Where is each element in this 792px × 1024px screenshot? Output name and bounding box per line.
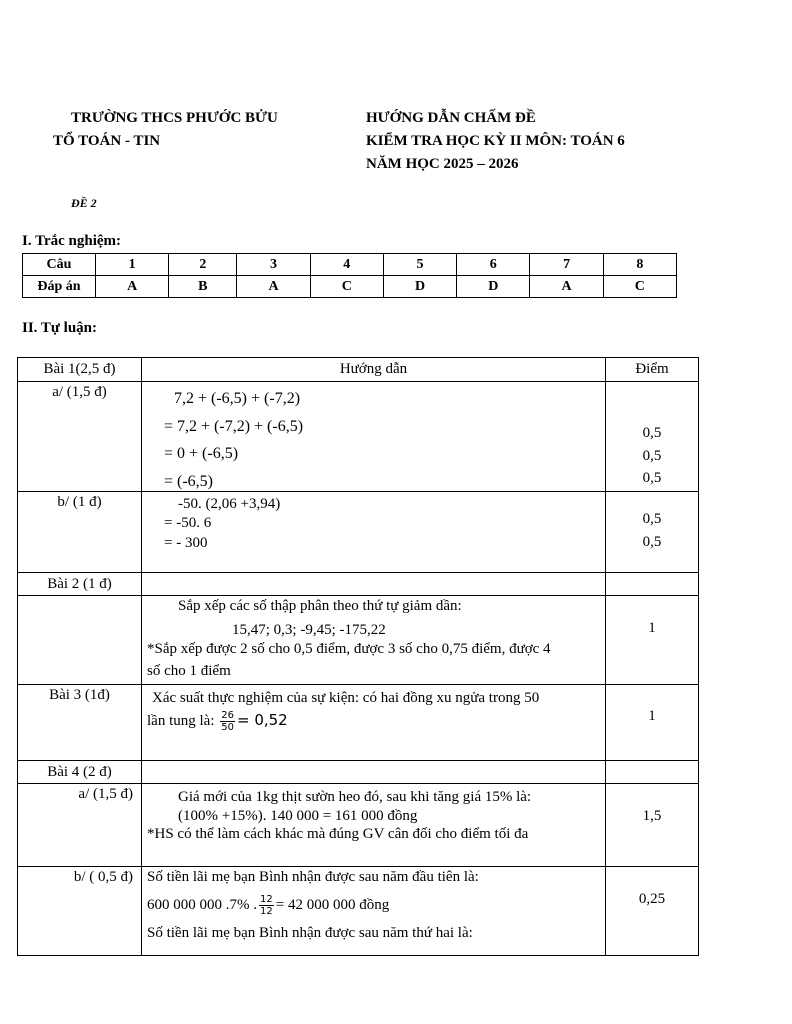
bai2-score bbox=[606, 596, 699, 685]
bai1-label: Bài 1(2,5 đ) bbox=[18, 358, 142, 382]
solution-line: = -50. 6 bbox=[164, 515, 212, 531]
bai4b-score bbox=[606, 867, 699, 956]
bai3-label: Bài 3 (1đ) bbox=[18, 685, 142, 761]
solution-line: Số tiền lãi mẹ bạn Bình nhận được sau năm đầu tiên là: bbox=[147, 869, 479, 885]
question-number: 8 bbox=[603, 254, 676, 276]
answer-key-table bbox=[22, 253, 677, 298]
bai4a-label: a/ (1,5 đ) bbox=[18, 784, 142, 867]
fraction-numerator: 26 bbox=[221, 710, 234, 721]
solution-line: *Sắp xếp được 2 số cho 0,5 điểm, được 3 số cho 0,75 điểm, được 4 bbox=[147, 641, 551, 657]
bai4b-guide bbox=[142, 867, 606, 956]
score-value: 1,5 bbox=[642, 808, 662, 824]
bai3-row bbox=[18, 685, 699, 761]
solution-line: = - 300 bbox=[164, 535, 208, 551]
bai3-score bbox=[606, 685, 699, 761]
text-span: 600 000 000 .7% . bbox=[147, 896, 257, 913]
solution-line: 15,47; 0,3; -9,45; -175,22 bbox=[232, 622, 386, 638]
exam-code: ĐỀ 2 bbox=[71, 196, 97, 210]
school-year: NĂM HỌC 2025 – 2026 bbox=[366, 156, 519, 172]
bai4-label: Bài 4 (2 đ) bbox=[18, 761, 142, 784]
bai2-label: Bài 2 (1 đ) bbox=[18, 573, 142, 596]
answer-cell: D bbox=[457, 276, 530, 298]
text-span: = 0,52 bbox=[236, 710, 288, 729]
bai1a-row bbox=[18, 382, 699, 492]
table-header-row bbox=[18, 358, 699, 382]
fraction-numerator: 12 bbox=[260, 894, 273, 905]
bai1b-row bbox=[18, 492, 699, 573]
row-label-question: Câu bbox=[23, 254, 96, 276]
bai4a-guide bbox=[142, 784, 606, 867]
bai2-row bbox=[18, 596, 699, 685]
row-label-answer: Đáp án bbox=[23, 276, 96, 298]
solution-line: Sắp xếp các số thập phân theo thứ tự giảm dần: bbox=[178, 598, 462, 614]
doc-title: HƯỚNG DẪN CHẤM ĐỀ bbox=[366, 110, 536, 126]
solution-line: = 0 + (-6,5) bbox=[164, 445, 239, 462]
guide-column-header: Hướng dẫn bbox=[142, 358, 606, 382]
solution-line: = 7,2 + (-7,2) + (-6,5) bbox=[164, 418, 304, 435]
text-span: = 42 000 000 đồng bbox=[275, 896, 390, 913]
bai1a-scores bbox=[606, 382, 699, 492]
question-number: 2 bbox=[169, 254, 237, 276]
bai4b-row bbox=[18, 867, 699, 956]
score-value: 0,5 bbox=[642, 470, 662, 486]
question-number: 7 bbox=[530, 254, 603, 276]
score-value: 1 bbox=[648, 708, 656, 724]
bai2-guide bbox=[142, 596, 606, 685]
solution-line: Giá mới của 1kg thịt sườn heo đó, sau khi tăng giá 15% là: bbox=[178, 789, 532, 805]
question-number: 5 bbox=[383, 254, 456, 276]
bai1b-label: b/ (1 đ) bbox=[18, 492, 142, 573]
fraction-denominator: 50 bbox=[221, 722, 234, 733]
solution-line: *HS có thể làm cách khác mà đúng GV cân đối cho điểm tối đa bbox=[147, 826, 529, 842]
score-value: 0,5 bbox=[642, 534, 662, 550]
fraction-denominator: 12 bbox=[260, 906, 273, 917]
department-name: TỔ TOÁN - TIN bbox=[53, 133, 161, 149]
part2-heading: II. Tự luận: bbox=[22, 320, 98, 336]
answer-cell: D bbox=[383, 276, 456, 298]
bai4-header-row bbox=[18, 761, 699, 784]
fraction bbox=[220, 710, 235, 733]
question-number: 1 bbox=[96, 254, 169, 276]
school-name: TRƯỜNG THCS PHƯỚC BỬU bbox=[71, 110, 278, 126]
solution-line: số cho 1 điểm bbox=[147, 663, 231, 679]
bai4b-label: b/ ( 0,5 đ) bbox=[18, 867, 142, 956]
solution-line: = (-6,5) bbox=[164, 473, 214, 490]
bai2-header-row bbox=[18, 573, 699, 596]
text-span: lần tung là: bbox=[147, 712, 219, 729]
score-column-header: Điểm bbox=[606, 358, 699, 382]
score-value: 0,25 bbox=[638, 891, 666, 907]
score-value: 0,5 bbox=[642, 425, 662, 441]
solution-line: 7,2 + (-6,5) + (-7,2) bbox=[174, 390, 301, 407]
answer-cell: A bbox=[237, 276, 310, 298]
part1-heading: I. Trắc nghiệm: bbox=[22, 233, 122, 249]
bai1b-scores bbox=[606, 492, 699, 573]
score-value: 0,5 bbox=[642, 448, 662, 464]
answer-cell: C bbox=[603, 276, 676, 298]
solution-line: -50. (2,06 +3,94) bbox=[178, 496, 281, 512]
solution-line bbox=[147, 894, 389, 917]
question-row bbox=[23, 254, 677, 276]
solution-line bbox=[147, 710, 288, 733]
bai4a-row bbox=[18, 784, 699, 867]
bai1a-guide bbox=[142, 382, 606, 492]
score-value: 1 bbox=[648, 620, 656, 636]
answer-cell: C bbox=[310, 276, 383, 298]
answer-cell: A bbox=[96, 276, 169, 298]
solution-line: Xác suất thực nghiệm của sự kiện: có hai đồng xu ngửa trong 50 bbox=[152, 690, 540, 706]
bai3-guide bbox=[142, 685, 606, 761]
score-value: 0,5 bbox=[642, 511, 662, 527]
question-number: 4 bbox=[310, 254, 383, 276]
bai1a-label: a/ (1,5 đ) bbox=[18, 382, 142, 492]
bai1b-guide bbox=[142, 492, 606, 573]
question-number: 6 bbox=[457, 254, 530, 276]
bai4a-score bbox=[606, 784, 699, 867]
fraction bbox=[259, 894, 274, 917]
question-number: 3 bbox=[237, 254, 310, 276]
solution-line: Số tiền lãi mẹ bạn Bình nhận được sau năm thứ hai là: bbox=[147, 925, 473, 941]
exam-title: KIỂM TRA HỌC KỲ II MÔN: TOÁN 6 bbox=[366, 133, 625, 149]
solution-line: (100% +15%). 140 000 = 161 000 đồng bbox=[178, 808, 418, 824]
answer-row bbox=[23, 276, 677, 298]
essay-grading-table bbox=[17, 357, 699, 956]
answer-cell: B bbox=[169, 276, 237, 298]
answer-cell: A bbox=[530, 276, 603, 298]
